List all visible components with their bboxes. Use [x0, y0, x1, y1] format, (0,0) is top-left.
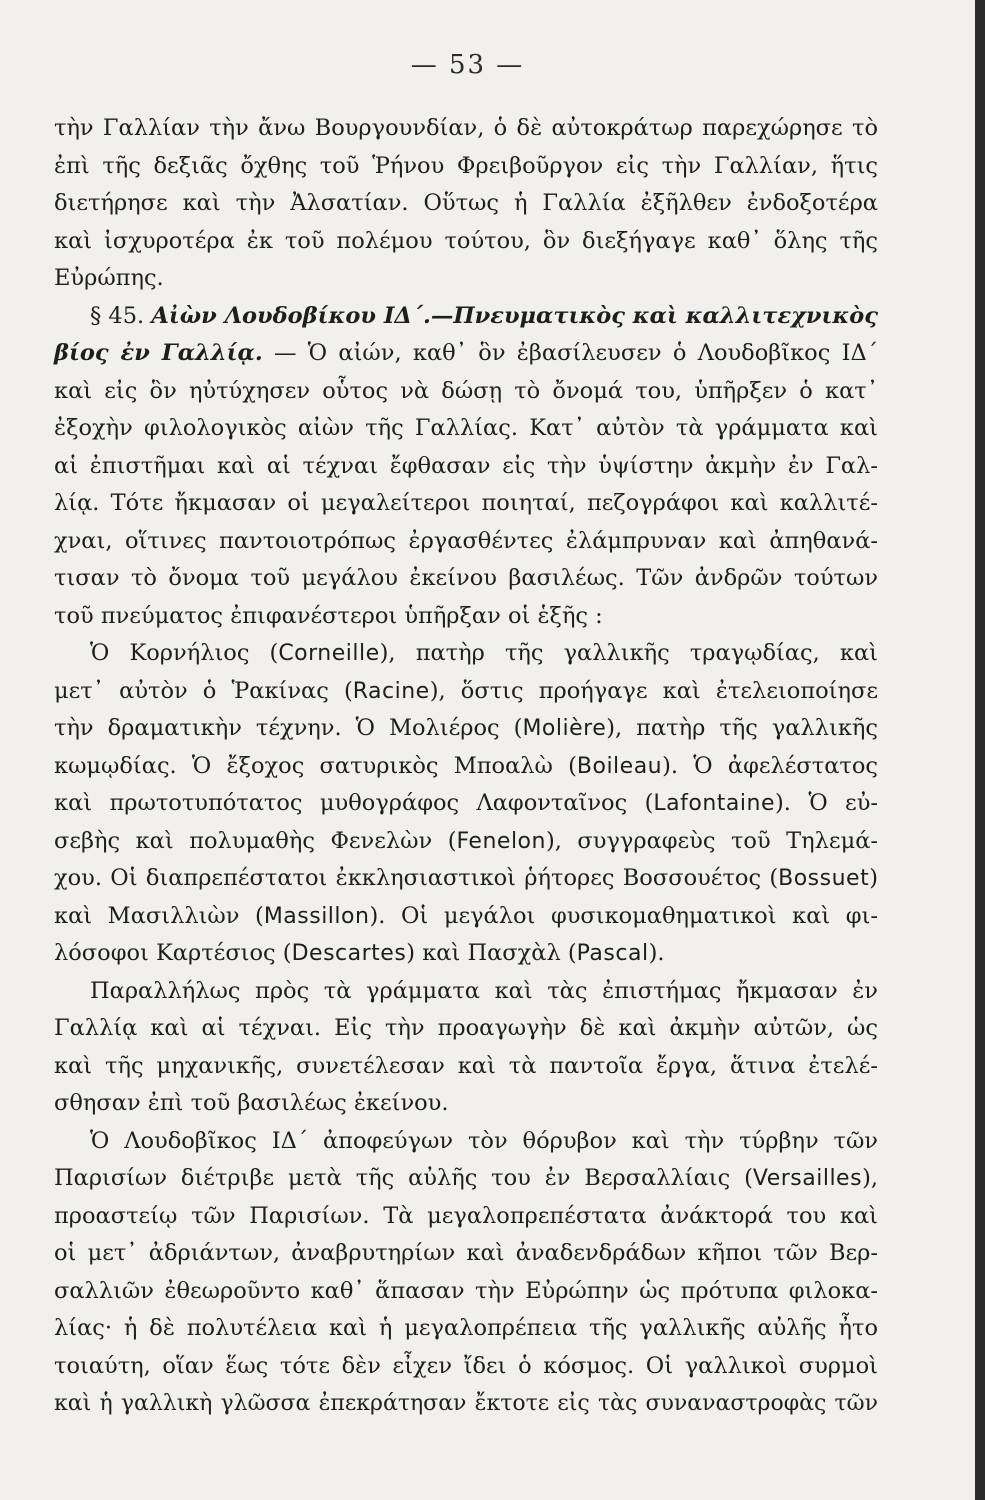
latin-name: Pascal — [576, 941, 649, 966]
text-line — [54, 823, 878, 861]
text-line: σθησαν ἐπὶ τοῦ βασιλέως ἐκείνου. — [54, 1090, 449, 1116]
text-line: σαλλιῶν ἐθεωροῦντο καθ᾿ ἅπασαν τὴν Εὐρώπην ὡς πρότυπα φιλοκα- — [54, 1277, 878, 1304]
text-line: τὴν Γαλλίαν τὴν ἄνω Βουργουνδίαν, ὁ δὲ αὐτοκράτωρ παρεχώρησε τὸ — [54, 115, 878, 141]
text-segment: ) — [869, 865, 878, 891]
text-segment: μετ᾿ αὐτὸν ὁ Ῥακίνας ( — [54, 677, 353, 704]
text-segment: καὶ Μασιλλιὼν ( — [54, 902, 264, 929]
text-line: τοῦ πνεύματος ἐπιφανέστεροι ὑπῆρξαν οἱ ἑξῆς : — [54, 602, 603, 629]
text-line: ἐξοχὴν φιλολογικὸς αἰὼν τῆς Γαλλίας. Κατ᾿ αὐτὸν τὰ γράμματα καὶ — [54, 415, 878, 441]
latin-name: Fenelon — [456, 828, 546, 854]
page-text-body — [54, 110, 878, 1423]
text-line — [54, 785, 878, 823]
scan-edge — [975, 0, 985, 1500]
latin-name: Molière — [522, 716, 607, 741]
text-line: ἐπὶ τῆς δεξιᾶς ὄχθης τοῦ Ῥήνου Φρειβοῦργον εἰς τὴν Γαλλίαν, ἥτις — [54, 152, 878, 179]
section-heading: Αἰὼν Λουδοβίκου ΙΔ΄.—Πνευματικὸς καὶ καλλιτεχνικὸς — [151, 302, 878, 329]
text-line — [54, 1160, 878, 1198]
latin-name: Massillon — [263, 903, 370, 929]
text-line — [54, 673, 878, 711]
latin-name: Racine — [352, 678, 430, 704]
text-line: λίας· ἡ δὲ πολυτέλεια καὶ ἡ μεγαλοπρέπεια τῆς γαλλικῆς αὐλῆς ἦτο — [54, 1315, 878, 1341]
text-line — [54, 298, 878, 336]
text-segment: λόσοφοι Καρτέσιος ( — [54, 940, 292, 966]
text-line: χναι, οἵτινες παντοιοτρόπως ἐργασθέντες ἐλάμπρυναν καὶ ἀπηθανά- — [54, 527, 878, 554]
text-line — [54, 335, 878, 373]
text-segment: ), συγγραφεὺς τοῦ Τηλεμά- — [545, 827, 878, 854]
text-line: προαστείῳ τῶν Παρισίων. Τὰ μεγαλοπρεπέστατα ἀνάκτορά του καὶ — [54, 1202, 878, 1229]
text-line: Παραλλήλως πρὸς τὰ γράμματα καὶ τὰς ἐπιστήμας ἤκμασαν ἐν — [90, 977, 878, 1004]
text-segment: § 45. — [90, 302, 152, 329]
section-heading: βίος ἐν Γαλλίᾳ. — [54, 340, 263, 366]
text-segment: σεβὴς καὶ πολυμαθὴς Φενελὼν ( — [54, 827, 457, 854]
text-segment: — Ὁ αἰών, καθ᾿ ὃν ἐβασίλευσεν ὁ Λουδοβῖκος ΙΔ΄ — [262, 340, 878, 366]
text-segment: ) καὶ Πασχὰλ ( — [406, 940, 577, 966]
text-line: καὶ ἰσχυροτέρα ἐκ τοῦ πολέμου τούτου, ὃν διεξήγαγε καθ᾿ ὅλης τῆς — [54, 227, 878, 254]
text-segment: χου. Οἱ διαπρεπέστατοι ἐκκλησιαστικοὶ ῥήτορες Βοσσουέτος ( — [54, 865, 779, 891]
text-line: Εὐρώπης. — [54, 265, 164, 291]
text-line: τισαν τὸ ὄνομα τοῦ μεγάλου ἐκείνου βασιλέως. Τῶν ἀνδρῶν τούτων — [54, 565, 878, 591]
text-line: Ὁ Λουδοβῖκος ΙΔ΄ ἀποφεύγων τὸν θόρυβον καὶ τὴν τύρβην τῶν — [90, 1127, 878, 1154]
text-line: οἱ μετ᾿ ἀδριάντων, ἀναβρυτηρίων καὶ ἀναδενδράδων κῆποι τῶν Βερ- — [54, 1240, 878, 1266]
text-line: καὶ εἰς ὃν ηὐτύχησεν οὗτος νὰ δώσῃ τὸ ὄνομά του, ὑπῆρξεν ὁ κατ᾿ — [54, 377, 878, 404]
latin-name: Corneille — [278, 641, 380, 666]
text-line — [54, 748, 878, 786]
page-number: — 53 — — [410, 50, 525, 80]
text-line — [54, 898, 878, 936]
text-line — [54, 935, 878, 973]
text-line: αἱ ἐπιστῆμαι καὶ αἱ τέχναι ἔφθασαν εἰς τὴν ὑψίστην ἀκμὴν ἐν Γαλ- — [54, 452, 878, 479]
text-segment: ), πατὴρ τῆς γαλλικῆς — [606, 715, 878, 741]
text-segment: Ὁ Κορνήλιος ( — [90, 640, 279, 666]
text-segment: τὴν δραματικὴν τέχνην. Ὁ Μολιέρος ( — [54, 715, 523, 741]
latin-name: Boileau — [576, 753, 663, 779]
latin-name: Bossuet — [778, 866, 870, 891]
text-segment: ), πατὴρ τῆς γαλλικῆς τραγῳδίας, καὶ — [379, 640, 878, 666]
text-line: λίᾳ. Τότε ἤκμασαν οἱ μεγαλείτεροι ποιηταί, πεζογράφοι καὶ καλλιτέ- — [54, 490, 878, 516]
text-segment: ). — [648, 940, 665, 966]
text-segment: Παρισίων διέτριβε μετὰ τῆς αὐλῆς του ἐν Βερσαλλίαις ( — [54, 1165, 753, 1191]
text-line: καὶ ἡ γαλλικὴ γλῶσσα ἐπεκράτησαν ἔκτοτε εἰς τὰς συναναστροφὰς τῶν — [54, 1391, 878, 1416]
latin-name: Versailles — [752, 1166, 863, 1191]
text-segment: κωμῳδίας. Ὁ ἔξοχος σατυρικὸς Μποαλὼ ( — [54, 752, 577, 779]
text-line: καὶ τῆς μηχανικῆς, συνετέλεσαν καὶ τὰ παντοῖα ἔργα, ἅτινα ἐτελέ- — [54, 1052, 878, 1079]
text-segment: ), — [862, 1165, 878, 1191]
text-segment: ), ὅστις προήγαγε καὶ ἐτελειοποίησε — [429, 677, 878, 704]
text-segment: ). Οἱ μεγάλοι φυσικομαθηματικοὶ καὶ φι- — [369, 902, 878, 929]
text-segment: καὶ πρωτοτυπότατος μυθογράφος Λαφονταῖνος ( — [54, 790, 654, 816]
text-line: διετήρησε καὶ τὴν Ἀλσατίαν. Οὕτως ἡ Γαλλία ἐξῆλθεν ἐνδοξοτέρα — [54, 190, 878, 216]
text-line — [54, 710, 878, 748]
text-line: τοιαύτη, οἵαν ἕως τότε δὲν εἶχεν ἴδει ὁ κόσμος. Οἱ γαλλικοὶ συρμοὶ — [54, 1352, 878, 1379]
latin-name: Lafontaine — [653, 791, 775, 816]
text-line: Γαλλίᾳ καὶ αἱ τέχναι. Εἰς τὴν προαγωγὴν δὲ καὶ ἀκμὴν αὐτῶν, ὡς — [54, 1015, 878, 1041]
text-segment: ). Ὁ ἀφελέστατος — [662, 752, 878, 779]
text-line — [54, 635, 878, 673]
text-segment: ). Ὁ εὐ- — [774, 790, 878, 816]
latin-name: Descartes — [291, 941, 407, 966]
text-line — [54, 860, 878, 898]
